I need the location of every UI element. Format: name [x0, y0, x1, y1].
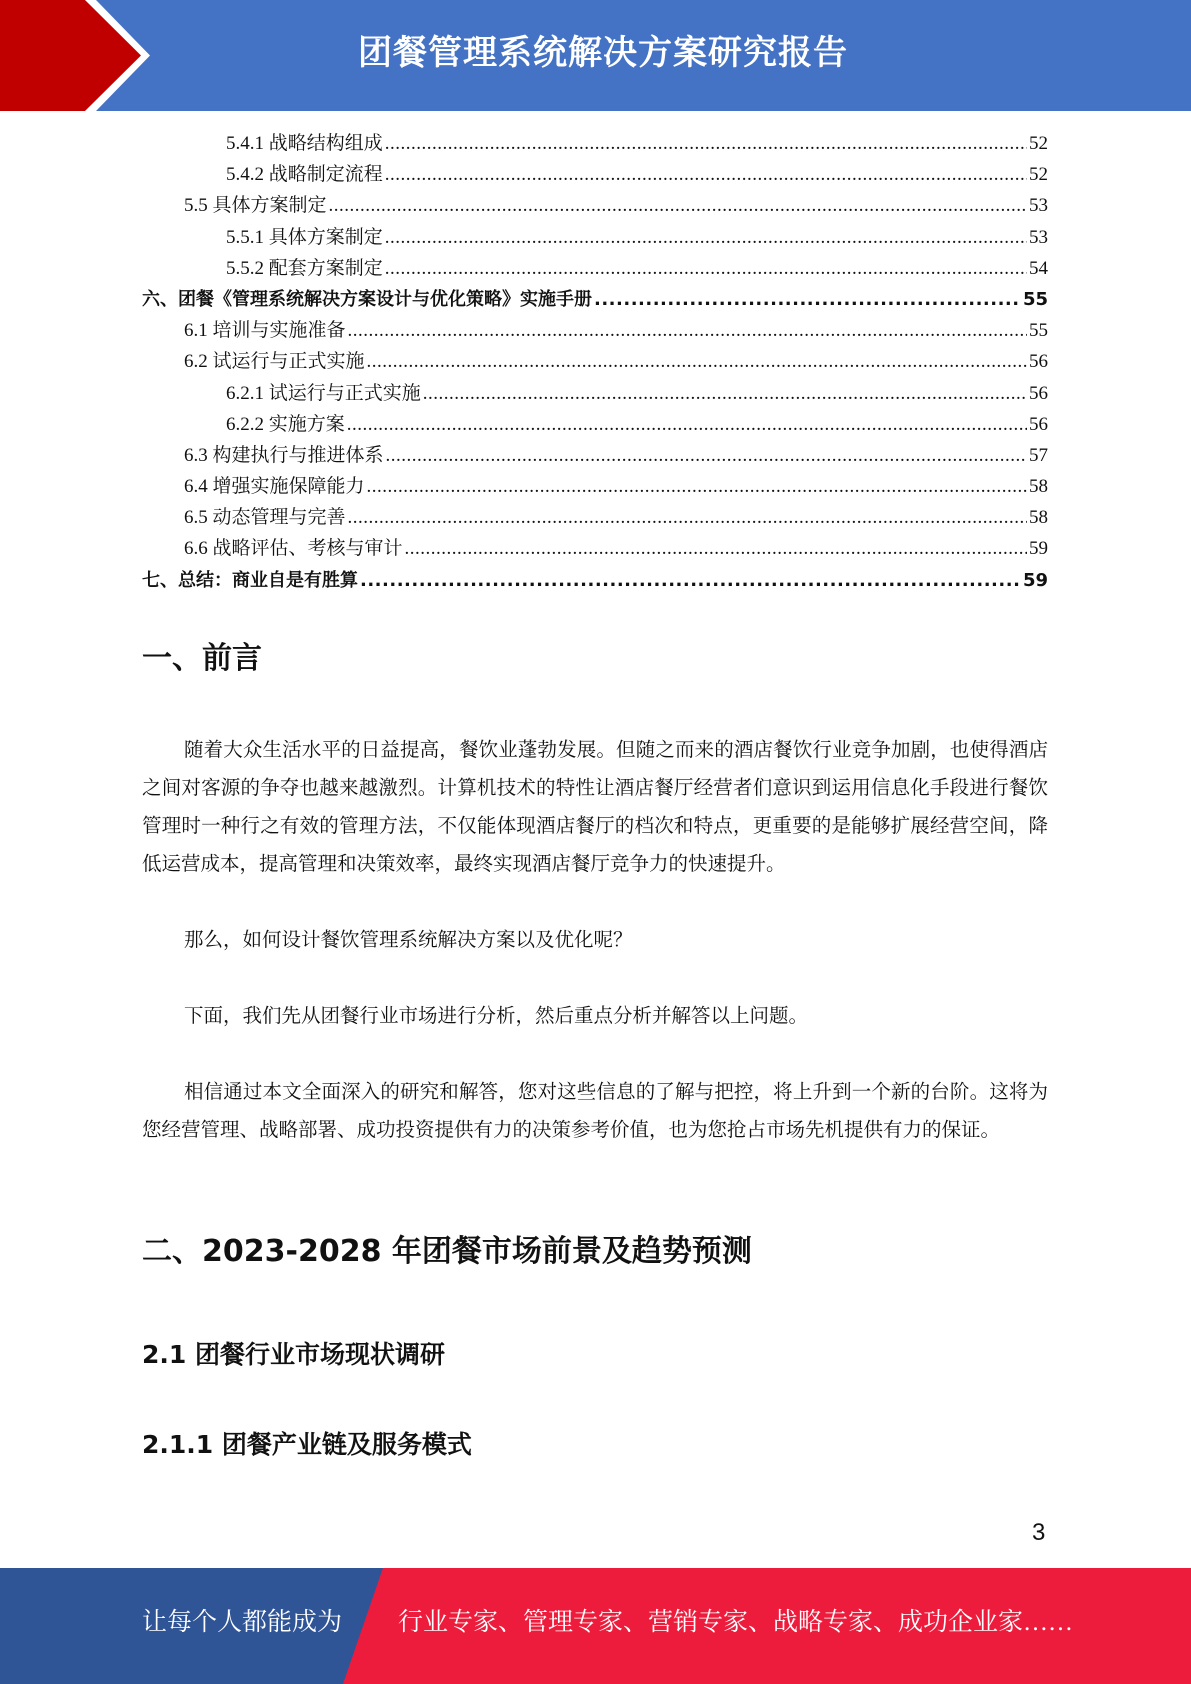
paragraph-question: 那么，如何设计餐饮管理系统解决方案以及优化呢？ [184, 930, 633, 951]
toc-leader-dots [594, 284, 1021, 315]
toc-entry[interactable] [142, 502, 1048, 533]
toc-leader-dots [360, 565, 1021, 596]
paragraph-approach: 下面，我们先从团餐行业市场进行分析，然后重点分析并解答以上问题。 [184, 1006, 809, 1027]
toc-leader-dots [405, 533, 1027, 564]
toc-leader-dots [367, 471, 1027, 502]
toc-entry-page: 58 [1029, 507, 1048, 529]
toc-entry-label: 6.5 动态管理与完善 [184, 507, 346, 529]
toc-leader-dots [348, 315, 1027, 346]
heading-chapter-2: 二、2023-2028 年团餐市场前景及趋势预测 [142, 1234, 752, 1269]
page-header [0, 0, 1191, 111]
toc-entry-label: 6.4 增强实施保障能力 [184, 476, 365, 498]
toc-entry[interactable] [142, 440, 1048, 471]
toc-entry-label: 5.5.1 具体方案制定 [226, 226, 383, 248]
toc-leader-dots [423, 378, 1027, 409]
table-of-contents [142, 128, 1048, 596]
toc-entry-page: 54 [1029, 257, 1048, 279]
toc-entry-label: 七、总结：商业自是有胜算 [142, 569, 358, 591]
toc-entry-page: 59 [1022, 569, 1048, 591]
toc-entry-label: 6.2 试运行与正式实施 [184, 351, 365, 373]
heading-preface: 一、前言 [142, 641, 262, 676]
toc-entry[interactable] [142, 190, 1048, 221]
toc-entry-label: 5.4.1 战略结构组成 [226, 133, 383, 154]
paragraph-value: 相信通过本文全面深入的研究和解答，您对这些信息的了解与把控，将上升到一个新的台阶。这将为您经营管理、战略部署、成功投资提供有力的决策参考价值，也为您抢占市场先机提供有力的保证。 [142, 1082, 1048, 1141]
toc-leader-dots [386, 440, 1027, 471]
paragraph-intro: 随着大众生活水平的日益提高，餐饮业蓬勃发展。但随之而来的酒店餐饮行业竞争加剧，也使得酒店之间对客源的争夺也越来越激烈。计算机技术的特性让酒店餐厅经营者们意识到运用信息化手段进行餐饮管理时一种行之有效的管理方法，不仅能体现酒店餐厅的档次和特点，更重要的是能够扩展经营空间，降低运营成本，提高管理和决策效率，最终实现酒店餐厅竞争力的快速提升。 [142, 740, 1048, 875]
toc-entry-chapter[interactable] [142, 284, 1048, 315]
toc-entry[interactable] [142, 471, 1048, 502]
toc-entry[interactable] [142, 222, 1048, 253]
toc-entry-page: 55 [1022, 288, 1048, 310]
page-footer [0, 1568, 1191, 1684]
toc-entry-label: 5.5 具体方案制定 [184, 195, 327, 217]
toc-entry-page: 56 [1029, 413, 1048, 435]
toc-entry-page: 55 [1029, 320, 1048, 342]
toc-entry[interactable] [142, 346, 1048, 377]
footer-slogan-left: 让每个人都能成为 [142, 1609, 343, 1636]
toc-entry-chapter[interactable] [142, 565, 1048, 596]
toc-leader-dots [385, 128, 1027, 159]
toc-entry-label: 5.4.2 战略制定流程 [226, 164, 383, 186]
toc-entry-page: 53 [1029, 195, 1048, 217]
toc-entry-page: 57 [1029, 444, 1048, 466]
toc-entry[interactable] [142, 159, 1048, 190]
footer-slogan-right: 行业专家、管理专家、营销专家、战略专家、成功企业家…… [398, 1609, 1074, 1636]
toc-entry[interactable] [142, 128, 1048, 159]
toc-entry-label: 六、团餐《管理系统解决方案设计与优化策略》实施手册 [142, 288, 592, 310]
toc-entry-page: 56 [1029, 382, 1048, 404]
page-number: 3 [1032, 1519, 1046, 1546]
toc-entry-label: 6.6 战略评估、考核与审计 [184, 538, 403, 560]
toc-entry[interactable] [142, 409, 1048, 440]
toc-entry[interactable] [142, 378, 1048, 409]
toc-leader-dots [348, 502, 1027, 533]
toc-leader-dots [329, 190, 1027, 221]
toc-entry[interactable] [142, 315, 1048, 346]
toc-entry-page: 56 [1029, 351, 1048, 373]
toc-entry-label: 6.2.1 试运行与正式实施 [226, 382, 421, 404]
toc-entry-label: 5.5.2 配套方案制定 [226, 257, 383, 279]
toc-entry-label: 6.3 构建执行与推进体系 [184, 444, 384, 466]
toc-entry-page: 52 [1029, 133, 1048, 154]
toc-leader-dots [347, 409, 1027, 440]
toc-leader-dots [385, 159, 1027, 190]
toc-entry-page: 59 [1029, 538, 1048, 560]
toc-entry-label: 6.2.2 实施方案 [226, 413, 345, 435]
toc-entry[interactable] [142, 533, 1048, 564]
heading-section-2-1-1: 2.1.1 团餐产业链及服务模式 [142, 1430, 472, 1459]
toc-entry-page: 58 [1029, 476, 1048, 498]
toc-entry-page: 52 [1029, 164, 1048, 186]
toc-entry-page: 53 [1029, 226, 1048, 248]
toc-leader-dots [385, 253, 1027, 284]
toc-entry[interactable] [142, 253, 1048, 284]
toc-leader-dots [367, 346, 1027, 377]
toc-entry-label: 6.1 培训与实施准备 [184, 320, 346, 342]
toc-leader-dots [385, 222, 1027, 253]
heading-section-2-1: 2.1 团餐行业市场现状调研 [142, 1340, 445, 1369]
report-title: 团餐管理系统解决方案研究报告 [358, 33, 848, 73]
